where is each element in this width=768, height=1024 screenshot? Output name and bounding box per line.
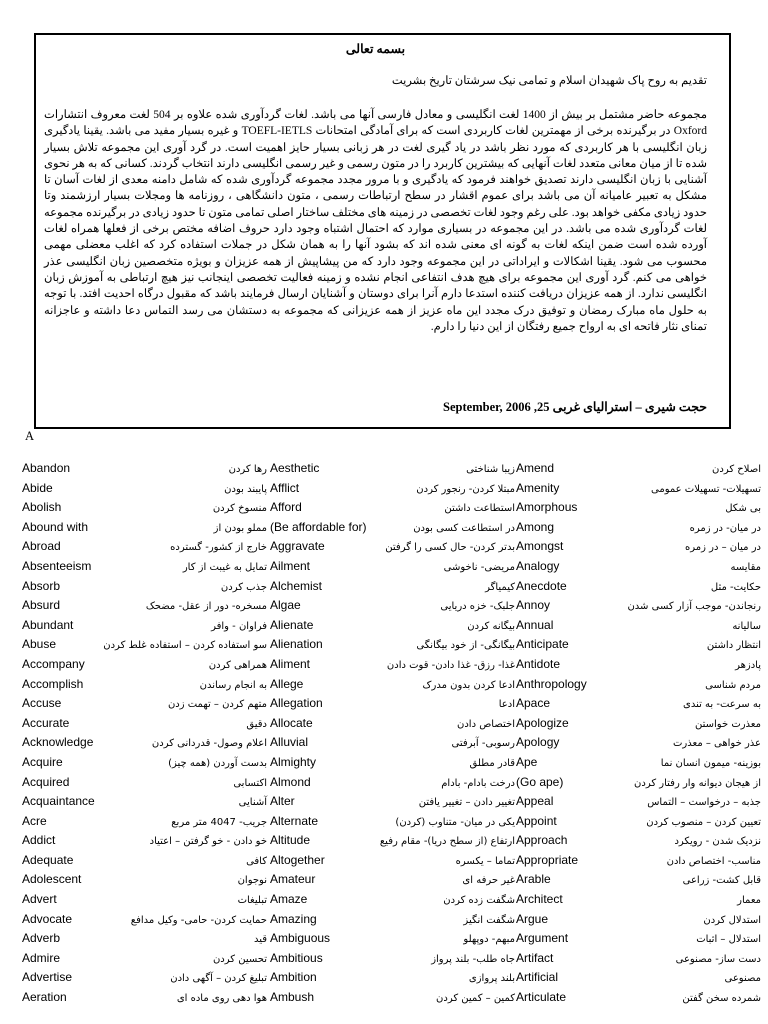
persian-meaning: رسوبی- آبرفتی [451,738,515,750]
glossary-entry [516,892,761,912]
glossary-entry [270,833,515,853]
glossary-entry [516,696,761,716]
glossary-entry [516,872,761,892]
persian-meaning: بی شکل [725,503,761,515]
persian-meaning: تبلیغ کردن – آگهی دادن [170,973,267,985]
persian-meaning: رها کردن [228,464,267,475]
glossary-entry [516,990,761,1010]
english-term: Alienate [270,617,314,632]
glossary-entry [22,735,267,755]
glossary-entry [516,461,761,481]
persian-meaning: هوا دهی روی ماده ای [176,993,267,1005]
glossary-entry [270,539,515,559]
glossary-entry [22,716,267,736]
english-term: Advert [22,892,57,907]
glossary-entry [516,853,761,873]
persian-meaning: مناسب- اختصاص دادن [666,855,761,867]
glossary-entry [22,696,267,716]
english-term: Ambitious [270,950,323,965]
persian-meaning: خارج از کشور- گسترده [170,542,267,554]
glossary-entry [516,677,761,697]
glossary-entry [516,951,761,971]
persian-meaning: مردم شناسی [705,679,761,691]
persian-meaning: تغییر دادن – تغییر یافتن [418,797,515,809]
glossary-column-1 [22,461,267,1010]
persian-meaning: جذبه – درخواست – التماس [647,797,761,809]
english-term: Admire [22,950,61,965]
english-term: Artifact [516,950,554,965]
english-term: Aeration [22,990,67,1005]
english-term: Ailment [270,558,311,573]
glossary-entry [270,520,515,540]
persian-meaning: خو دادن - خو گرفتن – اعتیاد [149,836,267,848]
persian-meaning: کیمیاگر [485,581,515,593]
english-term: Appeal [516,794,554,809]
glossary-entry [270,618,515,638]
english-term: Advertise [22,970,73,985]
glossary-entry [516,912,761,932]
english-term: Ape [516,754,538,769]
persian-meaning: انتظار داشتن [706,640,761,652]
english-term: Artificial [516,970,559,985]
persian-meaning: عذر خواهی – معذرت [673,738,761,750]
english-term: Argument [516,931,569,946]
english-term: Alchemist [270,578,323,593]
glossary-entry [516,579,761,599]
glossary-entry [270,637,515,657]
glossary-entry [22,539,267,559]
persian-meaning: غذا- رزق- غذا دادن- قوت دادن [386,659,515,671]
persian-meaning: جذب کردن [220,581,267,593]
glossary-entry [270,481,515,501]
glossary-entry [22,794,267,814]
persian-meaning: اختصاص دادن [457,718,515,730]
glossary-entry [270,598,515,618]
persian-meaning: مبهم- دوپهلو [463,934,515,946]
persian-meaning: منسوخ کردن [212,503,267,515]
glossary-entry [22,598,267,618]
glossary-entry [22,618,267,638]
persian-meaning: جریب- 4047 متر مربع [171,816,267,828]
glossary-entry [270,853,515,873]
english-term: Abound with [22,519,89,534]
glossary-entry [270,931,515,951]
persian-meaning: پایبند بودن [224,483,267,495]
english-term: Appropriate [516,852,579,867]
persian-meaning: قابل کشت- زراعی [682,875,761,887]
english-term: Absurd [22,598,61,613]
persian-meaning: مقایسه [730,561,761,573]
glossary-entry [516,559,761,579]
english-term: Amazing [270,911,317,926]
english-term: Appoint [516,813,557,828]
persian-meaning: تمایل به غیبت از کار [182,561,267,573]
glossary-entry [516,833,761,853]
persian-meaning: اکتسابی [233,777,267,789]
persian-meaning: در استطاعت کسی بودن [413,522,515,534]
glossary-column-3 [516,461,761,1010]
english-term: Amaze [270,892,308,907]
glossary-entry [516,775,761,795]
persian-meaning: شمرده سخن گفتن [682,993,761,1005]
glossary-column-2 [270,461,515,1010]
english-term: Altitude [270,833,311,848]
persian-meaning: در میان – در زمره [685,542,761,554]
glossary-entry [270,735,515,755]
english-term: Aesthetic [270,461,320,475]
glossary-entry [516,539,761,559]
glossary-entry [270,579,515,599]
persian-meaning: بدست آوردن (همه چیز) [168,757,267,769]
persian-meaning: استدلال – اثبات [696,934,761,946]
english-term: Ambition [270,970,317,985]
persian-meaning: معذرت خواستن [695,718,761,730]
glossary-entry [270,814,515,834]
english-term: Ambush [270,990,315,1005]
english-term: Ambiguous [270,931,331,946]
persian-meaning: بیگانه کردن [467,620,515,632]
english-term: Amend [516,461,555,475]
persian-meaning: مملو بودن از [213,522,267,534]
persian-meaning: در میان- در زمره [689,522,761,534]
persian-meaning: به سرعت- به تندی [683,699,761,711]
english-term: (Be affordable for) [270,519,367,534]
english-term: (Go ape) [516,774,564,789]
persian-meaning: قید [253,934,267,946]
english-term: Aliment [270,656,311,671]
glossary-entry [270,500,515,520]
english-term: Acre [22,813,47,828]
glossary-entry [22,461,267,481]
persian-meaning: به انجام رساندن [199,679,267,691]
english-term: Acquired [22,774,70,789]
english-term: Antidote [516,656,561,671]
glossary-entry [22,990,267,1010]
english-term: Articulate [516,990,567,1005]
glossary-entry [22,853,267,873]
english-term: Amongst [516,539,564,554]
persian-meaning: ارتفاع (از سطح دریا)- مقام رفیع [379,836,515,848]
glossary-entry [270,461,515,481]
glossary-entry [270,970,515,990]
glossary-entry [516,794,761,814]
glossary-entry [516,755,761,775]
persian-meaning: بدتر کردن- حال کسی را گرفتن [385,542,515,554]
english-term: Almond [270,774,311,789]
persian-meaning: قادر مطلق [469,757,515,769]
glossary-entry [516,716,761,736]
english-term: Abandon [22,461,71,475]
glossary-entry [270,696,515,716]
glossary-entry [22,677,267,697]
english-term: Advocate [22,911,73,926]
dedication-line: تقدیم به روح پاک شهیدان اسلام و تمامی نیک سرشتان تاریخ بشریت [391,75,707,87]
english-term: Amorphous [516,500,578,515]
persian-meaning: تعیین کردن – منصوب کردن [646,816,761,828]
persian-meaning: نزدیک شدن - رویکرد [674,836,761,848]
english-term: Analogy [516,558,560,573]
glossary-entry [516,657,761,677]
persian-meaning: دقیق [246,718,267,730]
glossary-entry [22,579,267,599]
persian-meaning: از هیجان دیوانه وار رفتار کردن [634,777,761,789]
author-signature: حجت شیری – استرالیای غربی 25, September, 2006 [443,400,707,414]
persian-meaning: ادعا کردن بدون مدرک [422,679,515,691]
persian-meaning: همراهی کردن [208,659,267,671]
glossary-entry [22,814,267,834]
english-term: Almighty [270,754,317,769]
persian-meaning: زیبا شناختی [466,464,515,475]
glossary-entry [516,735,761,755]
glossary-entry [22,931,267,951]
glossary-entry [22,481,267,501]
glossary-entry [270,755,515,775]
english-term: Addict [22,833,56,848]
persian-meaning: اصلاح کردن [712,464,761,475]
persian-meaning: مسخره- دور از عقل- مضحک [145,601,267,613]
persian-meaning: بوزینه- میمون انسان نما [660,757,761,769]
english-term: Amateur [270,872,316,887]
persian-meaning: بلند پروازی [468,973,515,985]
persian-meaning: درخت بادام- بادام [441,777,515,789]
persian-meaning: رنجاندن- موجب آزار کسی شدن [627,601,761,613]
english-term: Architect [516,892,563,907]
persian-meaning: آشنایی [238,797,267,809]
persian-meaning: مریضی- ناخوشی [443,561,515,573]
persian-meaning: استطاعت داشتن [444,503,515,515]
english-term: Afford [270,500,302,515]
persian-meaning: شگفت انگیز [463,914,515,926]
glossary-entry [22,755,267,775]
english-term: Adolescent [22,872,82,887]
glossary-entry [22,637,267,657]
glossary-entry [516,931,761,951]
glossary-entry [270,990,515,1010]
english-term: Alienation [270,637,323,652]
english-term: Accomplish [22,676,84,691]
glossary-entry [516,970,761,990]
english-term: Accurate [22,715,70,730]
persian-meaning: شگفت زده کردن [443,895,515,907]
persian-meaning: جاه طلب- بلند پرواز [431,953,515,965]
glossary-entry [22,951,267,971]
glossary-entry [516,618,761,638]
english-term: Aggravate [270,539,325,554]
glossary-entry [22,833,267,853]
english-term: Acquire [22,754,63,769]
persian-meaning: ادعا [498,699,515,711]
persian-meaning: یکی در میان- متناوب (کردن) [395,816,515,828]
letter-heading: A [25,429,35,443]
english-term: Adequate [22,852,74,867]
glossary-entry [22,872,267,892]
english-term: Alluvial [270,735,309,750]
persian-meaning: غیر حرفه ای [462,875,515,887]
english-term: Allocate [270,715,313,730]
glossary-entry [22,520,267,540]
english-term: Abuse [22,637,57,652]
glossary-entry [270,677,515,697]
persian-meaning: استدلال کردن [703,914,761,926]
glossary-entry [22,657,267,677]
english-term: Algae [270,598,301,613]
glossary-entry [270,872,515,892]
persian-meaning: تبلیغات [237,895,267,907]
english-term: Acknowledge [22,735,94,750]
persian-meaning: مبتلا کردن- رنجور کردن [416,483,515,495]
glossary-entry [22,775,267,795]
persian-meaning: پادزهر [735,659,761,671]
glossary-entry [22,559,267,579]
persian-meaning: تحسین کردن [212,953,267,965]
persian-meaning: سالیانه [732,620,761,632]
english-term: Accuse [22,696,62,711]
glossary-entry [270,775,515,795]
glossary-entry [270,892,515,912]
glossary-entry [516,520,761,540]
english-term: Anecdote [516,578,567,593]
english-term: Adverb [22,931,61,946]
intro-paragraph: مجموعه حاضر مشتمل بر بیش از 1400 لغت انگلیسی و معادل فارسی آنها می باشد. لغات گردآوری شده علاوه بر 504 لغت معروف انتشارات Oxford در برگیرنده برخی از مهمترین لغات کاربردی است که برای آمادگی امتحانات TOEFL-IETLS و غیره بسیار مفید می باشد. یقینا یادگیری زبان انگلیسی با هر کاربردی که مورد نظر باشد در یاد گیری لغت در هر زبانی بسیار حایز اهمیت است. در گرد آوری این مجموعه تلاش بسیار شده تا از میان معانی متعدد لغات آنهایی که بیشترین کاربرد را در متون رسمی و غیر رسمی انگلیسی دارند انتخاب گردند. کسانی که به هر نحوی آشنایی با زبان انگلیسی دارند تصدیق خواهند فرمود که یادگیری و با مرور مجدد مجموعه گردآوری شده که شامل دامنه معدی از لغات آسان تا مشکل به تعبیر عامیانه آن می باشد برای عموم اقشار در سطح ارتباطات رسمی ، متون دانشگاهی ، روزنامه ها ومجلات بسیار ارزشمند وتا حدود زیادی مکفی خواهد بود. علی رغم وجود لغات تخصصی در زمینه های مختلف ساختار اصلی تمامی متون تا حدود زیادی در برگیرنده مجموعه لغات گردآوری شده می باشد. در این مجموعه در بسیاری موارد که احتمال اشتباه وجود دارد حروف اضافه مختص برخی از فعلها همراه لغات آورده شده است ضمن اینکه لغات به گونه ای معنی شده اند که بشود آنها را به همان شکل در جملات استفاده کرد که اغلب معضلی مهمی محسوب می شود. یقینا اشکالات و ایراداتی در این مجموعه وجود دارد که من پیشاپیش از همه عزیزان و بویژه متخصصین زبان انگلیسی عذر خواهی می کنم. گرد آوری این مجموعه برای هیچ هدف انتفاعی انجام نشده و زمینه فعالیت تخصصی اینجانب نیز هیچ ارتباطی به آموزش زبان انگلیسی ندارد. از همه عزیزان دریافت کننده استدعا دارم آنرا برای دوستان و آشنایان ارسال فرمایند باشد که مقبول درگاه احدیت افتد. با توجه به حلول ماه مبارک رمضان و توفیق درک مجدد این ماه عزیز از همه عزیزانی که مجموعه به دستشان می رسد التماس دعا داشته و عاجزانه تمنای نثار فاتحه ای به ارواح جمیع رفتگان از این دنیا را دارم. [44,109,708,333]
glossary-entry [516,481,761,501]
english-term: Argue [516,911,549,926]
persian-meaning: حمایت کردن- حامی- وکیل مدافع [130,914,267,926]
english-term: Abundant [22,617,74,632]
persian-meaning: متهم کردن – تهمت زدن [167,699,267,711]
persian-meaning: کمین – کمین کردن [436,993,515,1005]
glossary-entry [516,637,761,657]
persian-meaning: تسهیلات- تسهیلات عمومی [651,483,761,495]
persian-meaning: سو استفاده کردن – استفاده غلط کردن [103,640,267,652]
persian-meaning: فراوان - وافر [211,620,267,632]
english-term: Abide [22,480,53,495]
english-term: Absenteeism [22,558,92,573]
glossary-entry [516,814,761,834]
english-term: Apology [516,735,560,750]
persian-meaning: اعلام وصول- قدردانی کردن [151,738,267,750]
english-term: Allegation [270,696,323,711]
english-term: Acquaintance [22,794,95,809]
persian-meaning: کافی [246,855,267,867]
english-term: Alternate [270,813,319,828]
glossary-entry [270,716,515,736]
persian-meaning: حکایت- مثل [710,581,761,593]
persian-meaning: دست ساز- مصنوعی [675,953,761,965]
intro-title: بسمه تعالی [345,42,406,56]
glossary-entry [22,892,267,912]
persian-meaning: تماما – یکسره [455,855,515,867]
english-term: Apologize [516,715,569,730]
english-term: Annual [516,617,554,632]
english-term: Anthropology [516,676,587,691]
english-term: Absorb [22,578,61,593]
glossary-entry [516,598,761,618]
glossary-entry [22,970,267,990]
english-term: Afflict [270,480,300,495]
english-term: Approach [516,833,568,848]
english-term: Altogether [270,852,325,867]
english-term: Amenity [516,480,560,495]
glossary-entry [270,657,515,677]
glossary-entry [270,794,515,814]
english-term: Accompany [22,656,85,671]
persian-meaning: جلبک- خزه دریایی [440,601,515,613]
english-term: Among [516,519,555,534]
persian-meaning: نوجوان [237,875,267,887]
english-term: Annoy [516,598,551,613]
english-term: Allege [270,676,304,691]
persian-meaning: مصنوعی [724,973,761,985]
english-term: Alter [270,794,295,809]
glossary-entry [516,500,761,520]
persian-meaning: بیگانگی- از خود بیگانگی [416,640,515,652]
english-term: Abroad [22,539,61,554]
glossary-entry [22,912,267,932]
english-term: Arable [516,872,551,887]
persian-meaning: معمار [737,895,761,907]
intro-box [34,33,731,429]
glossary-entry [270,951,515,971]
glossary-entry [270,912,515,932]
glossary-entry [22,500,267,520]
english-term: Abolish [22,500,62,515]
english-term: Anticipate [516,637,569,652]
glossary-entry [270,559,515,579]
english-term: Apace [516,696,551,711]
